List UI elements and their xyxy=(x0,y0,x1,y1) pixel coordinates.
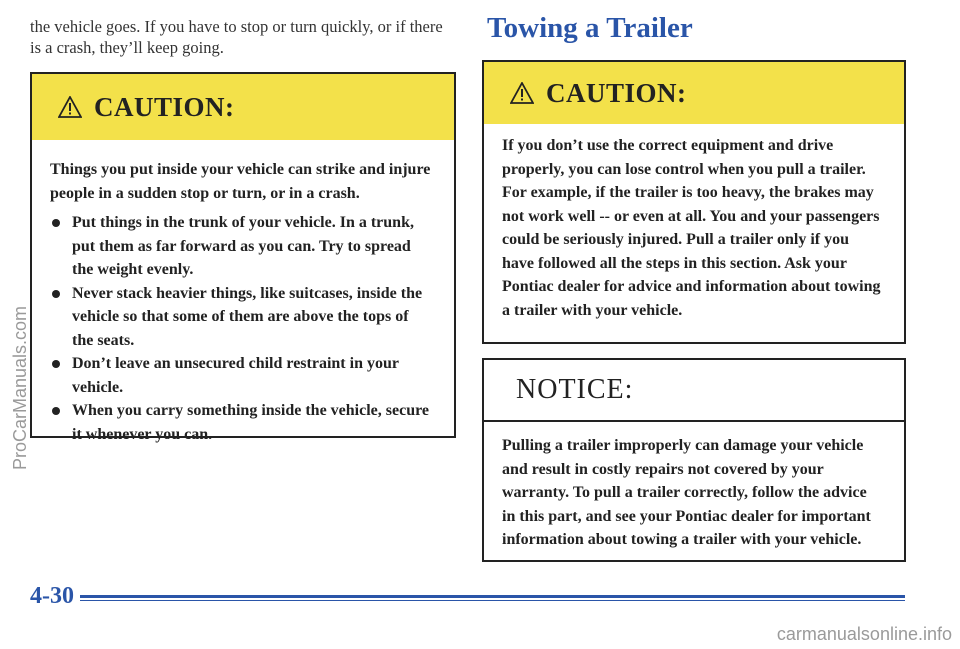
warning-triangle-icon xyxy=(58,96,82,118)
caution-header xyxy=(484,62,904,124)
notice-paragraph: Pulling a trailer improperly can damage your vehicle and result in costly repairs not covered by your warranty. To pull a trailer correctly, follow the advice in this part, and see your Pontiac dealer for important information about towing a trailer with your vehicle. xyxy=(502,437,871,548)
list-item: Don’t leave an unsecured child restraint in your vehicle. xyxy=(50,352,432,399)
bullet-icon xyxy=(52,407,60,415)
section-heading: Towing a Trailer xyxy=(487,12,693,44)
bullet-icon xyxy=(52,360,60,368)
bullet-icon xyxy=(52,290,60,298)
caution-body xyxy=(32,140,454,460)
notice-header xyxy=(484,360,904,422)
intro-paragraph: the vehicle goes. If you have to stop or turn quickly, or if there is a crash, they’ll keep going. xyxy=(30,17,443,57)
list-item: Never stack heavier things, like suitcases, inside the vehicle so that some of them are above the tops of the seats. xyxy=(50,282,432,353)
caution-paragraph: Things you put inside your vehicle can strike and injure people in a sudden stop or turn, or in a crash. xyxy=(50,161,431,202)
caution-body xyxy=(484,124,904,336)
notice-title: NOTICE: xyxy=(516,374,634,405)
list-item: When you carry something inside the vehicle, secure it whenever you can. xyxy=(50,399,432,446)
page-number: 4-30 xyxy=(30,583,74,609)
right-caution-box xyxy=(482,60,906,344)
footer-rule-thin xyxy=(80,600,905,601)
bullet-icon xyxy=(52,219,60,227)
caution-header xyxy=(32,74,454,140)
caution-bullet-list xyxy=(50,211,432,446)
left-caution-box xyxy=(30,72,456,443)
caution-title: CAUTION: xyxy=(546,77,687,108)
footer-rule xyxy=(80,595,905,598)
notice-body xyxy=(484,422,904,566)
caution-title: CAUTION: xyxy=(94,91,235,122)
caution-paragraph: If you don’t use the correct equipment and drive properly, you can lose control when you pull a trailer. For example, if the trailer is too heavy, the brakes may not work well -- or even at all. You and your passengers could be seriously injured. Pull a trailer only if you have followed all the steps in this section. Ask your Pontiac dealer for advice and information about towing a trailer with your vehicle. xyxy=(502,137,881,319)
notice-box xyxy=(482,358,906,562)
watermark-left: ProCarManuals.com xyxy=(10,305,30,470)
list-item: Put things in the trunk of your vehicle. In a trunk, put them as far forward as you can. Try to spread the weight evenly. xyxy=(50,211,432,282)
warning-triangle-icon xyxy=(510,82,534,104)
watermark-right: carmanualsonline.info xyxy=(776,624,952,644)
